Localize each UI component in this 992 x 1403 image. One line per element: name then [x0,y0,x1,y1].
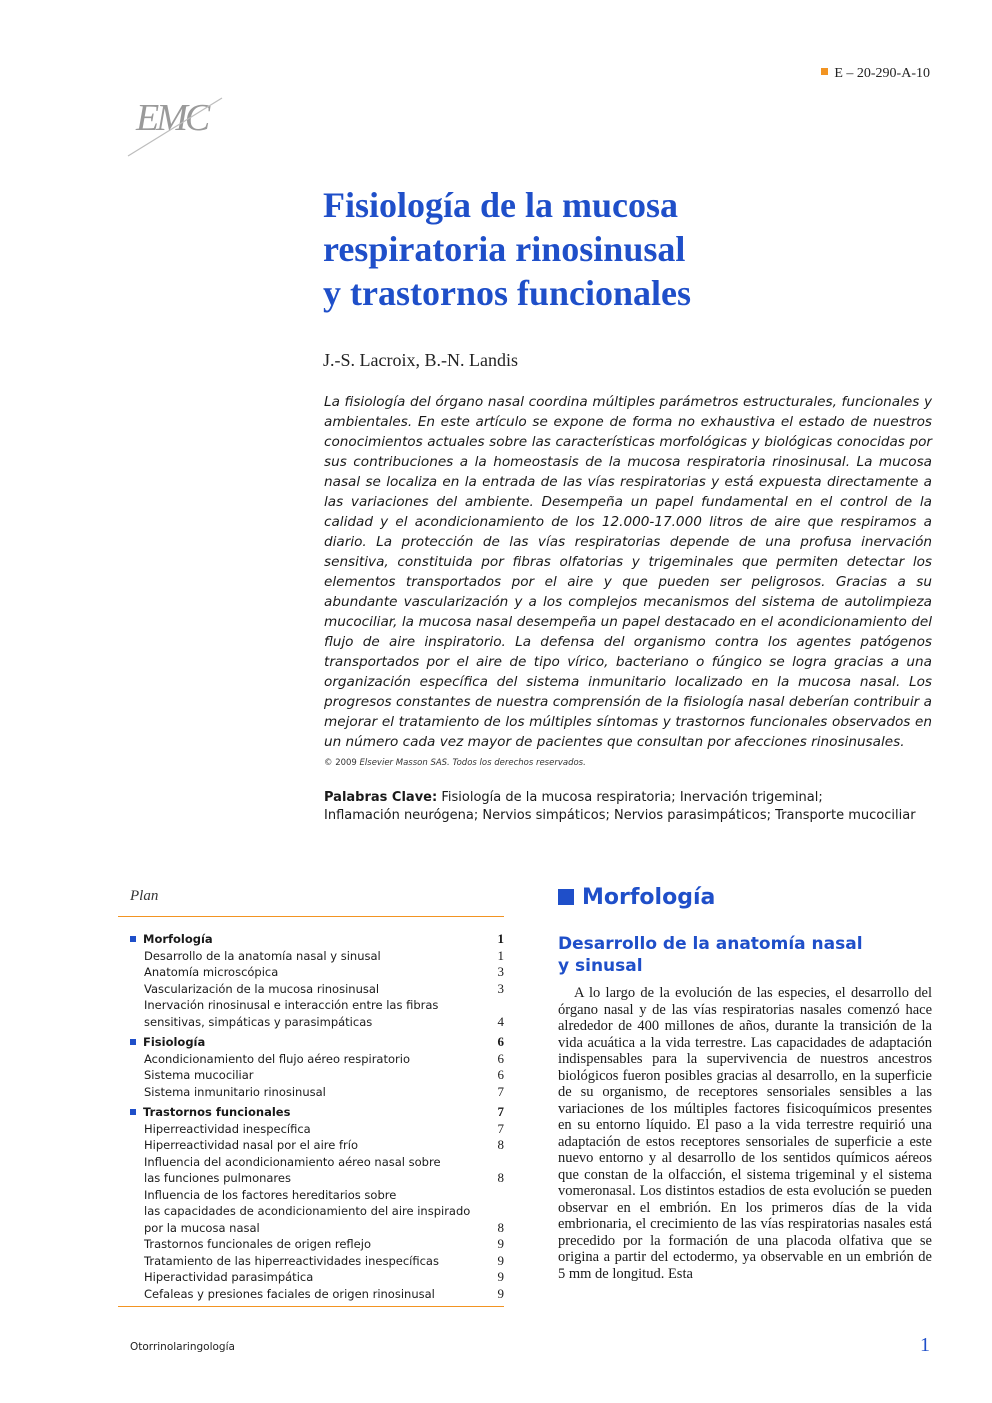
toc-item[interactable] [118,1187,504,1204]
toc-item[interactable] [118,1137,504,1154]
toc-page: 9 [497,1269,504,1284]
toc-item-label: Cefaleas y presiones faciales de origen rinosinusal [144,1286,435,1301]
toc-item[interactable] [118,1253,504,1270]
table-of-contents [118,888,504,1307]
toc-item[interactable] [118,1170,504,1187]
toc-page: 8 [497,1219,504,1235]
toc-item[interactable] [118,997,504,1014]
toc-item-label: Sistema inmunitario rinosinusal [144,1084,326,1099]
toc-section[interactable] [118,931,504,948]
toc-page: 3 [497,964,504,979]
subsection-line: y sinusal [558,956,643,976]
copyright-holder: Elsevier Masson SAS. Todos los derechos reservados. [359,758,586,768]
toc-page: 1 [497,931,504,946]
toc-bullet [130,936,136,942]
toc-item[interactable] [118,1051,504,1068]
emc-logo-text: EMC [136,97,208,139]
toc-page: 6 [497,1067,504,1082]
toc-bullet [130,1109,136,1115]
copyright-year: © 2009 [324,758,357,768]
toc-page: 7 [497,1104,504,1119]
keywords-label: Palabras Clave: [324,790,438,805]
toc-page: 3 [497,980,504,996]
keywords-line-1: Fisiología de la mucosa respiratoria; Inervación trigeminal; [441,790,823,805]
reference-marker [821,68,828,75]
toc-item-label: Anatomía microscópica [144,965,279,979]
toc-item[interactable] [118,1286,504,1303]
toc-item-label: Tratamiento de las hiperreactividades inespecíficas [144,1253,439,1268]
title-line: y trastornos funcionales [323,273,691,313]
footer-page-number: 1 [920,1334,930,1356]
plan-title: Plan [130,888,159,904]
toc-page: 7 [497,1083,504,1099]
emc-logo [126,78,226,160]
toc-page: 8 [497,1137,504,1152]
toc-page: 9 [497,1252,504,1268]
toc-item-label: Hiperreactividad inespecífica [144,1121,311,1136]
toc-item[interactable] [118,981,504,998]
body-paragraph: A lo largo de la evolución de las especies, el desarrollo del órgano nasal y de las vías respiratorias nasales comenzó hace alrededor de 400 millones de años, durante la transición de la vida acuática a la vida terrestre. Las capacidades de adaptación indispensables para la supervivencia de nuestros ancestros biológicos fueron posibles gracias al desarrollo, en la superficie de su organismo, de receptores sensoriales sensibles a las variaciones de los múltiples factores fisicoquímicos presentes en su entorno líquido. El paso a la vida terrestre requirió una adaptación de estos receptores sensoriales de superficie a este nuevo entorno y al desarrollo de los sentidos químicos aéreos que constan de la olfacción, el sistema trigeminal y el sistema vomeronasal. Los distintos estadios de esta evolución se pueden observar en el embrión. En los primeros días de la vida embrionaria, el crecimiento de las vías respiratorias nasales está precedido por la formación de una placoda olfativa que se origina a partir del ectodermo, ya observable en un embrión de 5 mm de longitud. Esta [558,985,932,1282]
toc-section-label: Trastornos funcionales [143,1105,291,1119]
toc-item-label: las capacidades de acondicionamiento del aire inspirado [144,1204,471,1218]
section-marker [558,889,574,905]
toc-item-label: Trastornos funcionales de origen reflejo [144,1237,371,1251]
toc-section[interactable] [118,1104,504,1121]
toc-item[interactable] [118,1269,504,1286]
keywords-line-2: Inflamación neurógena; Nervios simpáticos; Nervios parasimpáticos; Transporte mucociliar [324,808,916,823]
toc-item[interactable] [118,1067,504,1084]
abstract: La fisiología del órgano nasal coordina múltiples parámetros estructurales, funcionales y ambientales. En este artículo se expone de forma no exhaustiva el estado de nuestros conocimientos actuales sobre las características morfológicas y biológicas conocidas por sus contribuciones a la homeostasis de la mucosa respiratoria rinosinusal. La mucosa nasal se localiza en la entrada de las vías respiratorias y está expuesta directamente a las variaciones del ambiente. Desempeña un papel fundamental en el control de la calidad y el acondicionamiento de los 12.000-17.000 litros de aire que respiramos a diario. La protección de las vías respiratorias depende de una profusa inervación sensitiva, constituida por fibras olfatorias y trigeminales que permiten detectar los elementos transportados por el aire y que pueden ser peligrosos. Gracias a su abundante vascularización y a los complejos mecanismos del sistema de autolimpieza mucociliar, la mucosa nasal desempeña un papel destacado en el acondicionamiento del flujo de aire inspiratorio. La defensa del organismo contra los agentes patógenos transportados por el aire de tipo vírico, bacteriano o fúngico se logra gracias a una organización específica del sistema inmunitario localizado en la mucosa nasal. Los progresos constantes de nuestra comprensión de la fisiología nasal deberían contribuir a mejorar el tratamiento de los múltiples síntomas y trastornos funcionales observados en un número cada vez mayor de pacientes que consultan por afecciones rinosinusales. [324,394,932,750]
subsection-line: Desarrollo de la anatomía nasal [558,934,863,954]
body-text [558,985,932,1282]
toc-item[interactable] [118,1203,504,1220]
toc-item[interactable] [118,1154,504,1171]
authors: J.-S. Lacroix, B.-N. Landis [323,350,518,370]
title-line: Fisiología de la mucosa [323,185,679,225]
plan-top-rule [118,916,504,917]
toc-item-label: por la mucosa nasal [144,1220,260,1235]
plan-list [118,931,504,1302]
toc-item[interactable] [118,1014,504,1031]
toc-item-label: Influencia de los factores hereditarios sobre [144,1187,397,1202]
toc-section-label: Morfología [143,932,213,946]
toc-section[interactable] [118,1034,504,1051]
toc-page: 8 [497,1170,504,1185]
toc-item-label: Influencia del acondicionamiento aéreo nasal sobre [144,1154,441,1169]
toc-item-label: Sistema mucociliar [144,1068,254,1082]
toc-item-label: Inervación rinosinusal e interacción entre las fibras [144,998,439,1012]
subsection-heading [558,933,863,977]
toc-page: 9 [497,1236,504,1251]
toc-section-label: Fisiología [143,1035,206,1049]
toc-item-label: Hiperreactividad nasal por el aire frío [144,1138,358,1152]
toc-page: 7 [497,1120,504,1136]
toc-item[interactable] [118,1121,504,1138]
copyright [324,758,586,768]
toc-item-label: Vascularización de la mucosa rinosinusal [144,981,380,996]
toc-page: 1 [497,947,504,963]
toc-item-label: Hiperactividad parasimpática [144,1270,314,1284]
article-reference [821,66,930,82]
plan-bottom-rule [118,1306,504,1307]
toc-page: 4 [497,1013,504,1029]
toc-item-label: Desarrollo de la anatomía nasal y sinusal [144,948,381,963]
toc-item[interactable] [118,1220,504,1237]
reference-code: E – 20-290-A-10 [834,66,930,81]
toc-item-label: sensitivas, simpáticas y parasimpáticas [144,1014,373,1029]
title-line: respiratoria rinosinusal [323,229,686,269]
toc-item[interactable] [118,1084,504,1101]
footer-journal: Otorrinolaringología [130,1341,235,1353]
toc-item-label: las funciones pulmonares [144,1171,291,1185]
toc-page: 6 [497,1050,504,1066]
keywords [324,789,936,825]
article-title [323,183,943,315]
toc-item[interactable] [118,1236,504,1253]
toc-page: 6 [497,1034,504,1049]
section-title: Morfología [582,885,716,910]
toc-item[interactable] [118,964,504,981]
toc-page: 9 [497,1285,504,1301]
toc-item-label: Acondicionamiento del flujo aéreo respiratorio [144,1051,410,1066]
section-heading [558,885,715,910]
toc-bullet [130,1039,136,1045]
toc-item[interactable] [118,948,504,965]
